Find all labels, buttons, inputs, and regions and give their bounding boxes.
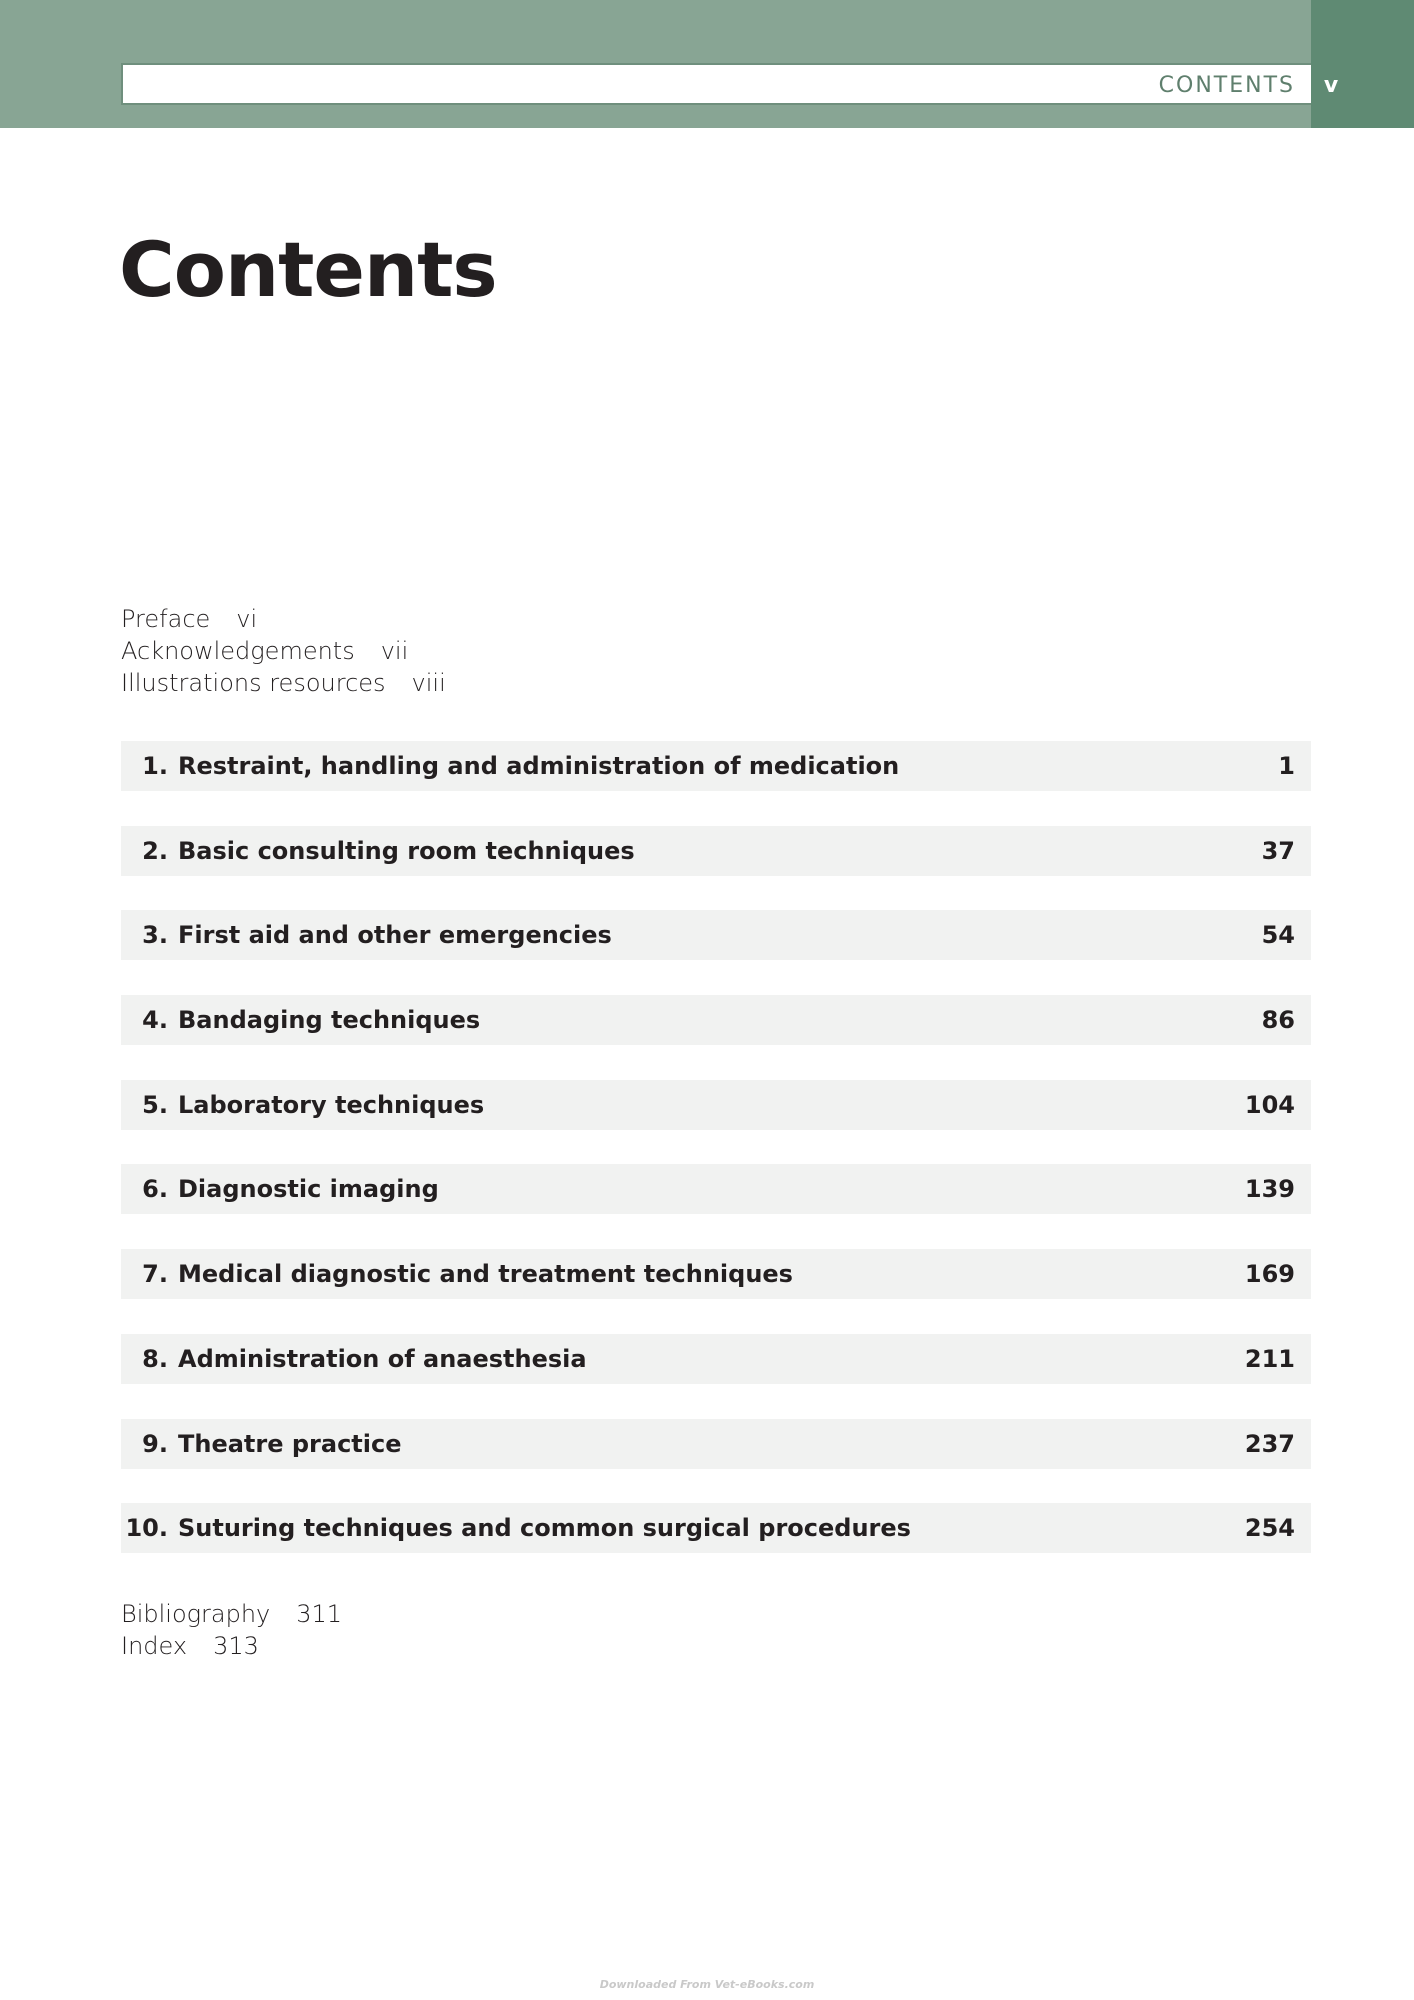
chapter-number: 9. xyxy=(142,1429,168,1458)
chapter-page: 54 xyxy=(1261,921,1295,950)
chapter-row-10[interactable] xyxy=(121,1503,1311,1553)
chapter-row-3[interactable] xyxy=(121,910,1311,960)
toc-entry-illustrations-resources[interactable] xyxy=(121,667,446,699)
back-matter-list xyxy=(121,1598,342,1662)
chapter-title: Diagnostic imaging xyxy=(178,1175,439,1204)
chapter-number: 5. xyxy=(142,1090,168,1119)
page-number: v xyxy=(1323,73,1339,98)
footer-watermark: Downloaded From Vet-eBooks.com xyxy=(599,1978,815,1991)
chapter-number: 8. xyxy=(142,1344,168,1373)
chapter-title: Bandaging techniques xyxy=(178,1006,481,1035)
chapter-number: 10. xyxy=(125,1514,168,1543)
chapter-row-5[interactable] xyxy=(121,1080,1311,1130)
running-head-bar xyxy=(121,63,1311,105)
toc-entry-label: Index xyxy=(121,1632,188,1660)
toc-entry-page: viii xyxy=(411,669,446,697)
toc-entry-label: Acknowledgements xyxy=(121,637,355,665)
toc-entry-page: 311 xyxy=(296,1600,343,1628)
chapter-title: Medical diagnostic and treatment techniques xyxy=(178,1260,793,1289)
chapter-row-7[interactable] xyxy=(121,1249,1311,1299)
toc-entry-page: 313 xyxy=(213,1632,259,1660)
chapter-list xyxy=(121,741,1311,1588)
page-title: Contents xyxy=(119,225,497,314)
chapter-title: Administration of anaesthesia xyxy=(178,1344,587,1373)
chapter-page: 104 xyxy=(1244,1090,1295,1119)
chapter-page: 37 xyxy=(1261,836,1295,865)
chapter-row-2[interactable] xyxy=(121,826,1311,876)
chapter-number: 2. xyxy=(142,836,168,865)
chapter-page: 1 xyxy=(1278,752,1295,780)
chapter-page: 169 xyxy=(1244,1260,1295,1289)
chapter-row-8[interactable] xyxy=(121,1334,1311,1384)
front-matter-list xyxy=(121,603,446,699)
toc-entry-index[interactable] xyxy=(121,1630,342,1662)
chapter-title: First aid and other emergencies xyxy=(178,921,612,950)
header-page-tab xyxy=(1311,0,1414,128)
toc-entry-label: Preface xyxy=(121,605,211,633)
chapter-title: Theatre practice xyxy=(178,1429,402,1458)
toc-entry-page: vii xyxy=(380,637,409,665)
chapter-number: 3. xyxy=(142,921,168,950)
chapter-page: 86 xyxy=(1261,1006,1295,1035)
toc-entry-bibliography[interactable] xyxy=(121,1598,342,1630)
chapter-number: 4. xyxy=(142,1006,168,1035)
running-head: CONTENTS xyxy=(1158,73,1295,98)
chapter-number: 6. xyxy=(142,1175,168,1204)
chapter-title: Basic consulting room techniques xyxy=(178,836,635,865)
chapter-number: 7. xyxy=(142,1260,168,1289)
toc-entry-label: Bibliography xyxy=(121,1600,271,1628)
chapter-page: 139 xyxy=(1244,1175,1295,1204)
chapter-row-6[interactable] xyxy=(121,1164,1311,1214)
chapter-title: Suturing techniques and common surgical procedures xyxy=(178,1514,911,1543)
chapter-page: 254 xyxy=(1244,1514,1295,1543)
toc-entry-preface[interactable] xyxy=(121,603,446,635)
chapter-title: Restraint, handling and administration of medication xyxy=(178,752,900,780)
chapter-page: 237 xyxy=(1244,1429,1295,1458)
chapter-row-4[interactable] xyxy=(121,995,1311,1045)
chapter-title: Laboratory techniques xyxy=(178,1090,485,1119)
toc-entry-page: vi xyxy=(236,605,258,633)
chapter-row-1[interactable] xyxy=(121,741,1311,791)
chapter-page: 211 xyxy=(1244,1344,1295,1373)
toc-entry-acknowledgements[interactable] xyxy=(121,635,446,667)
chapter-row-9[interactable] xyxy=(121,1419,1311,1469)
chapter-number: 1. xyxy=(142,752,168,780)
toc-entry-label: Illustrations resources xyxy=(121,669,386,697)
